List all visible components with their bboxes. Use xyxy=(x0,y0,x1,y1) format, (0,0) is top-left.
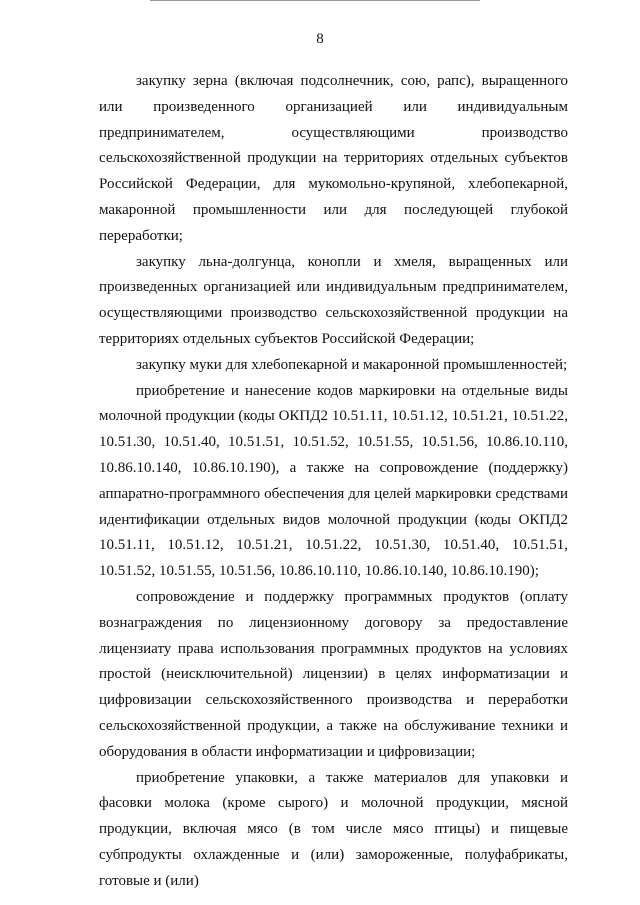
paragraph-grain-purchase: закупку зерна (включая подсолнечник, сою, рапс), выращенного или произведенного организацией или индивидуальным предпринимателем, осуществляющими производство сельскохозяйственной продукции на территориях отдельных субъектов Российской Федерации, для мукомольно-крупяной, хлебопекарной, макаронной промышленности или для последующей глубокой переработки; xyxy=(99,73,568,244)
paragraph-flour-purchase: закупку муки для хлебопекарной и макаронной промышленностей; xyxy=(136,356,568,373)
page-number: 8 xyxy=(316,31,324,47)
document-body xyxy=(99,69,568,895)
paragraph-dairy-marking-codes: приобретение и нанесение кодов маркировки на отдельные виды молочной продукции (коды ОКПД2 10.51.11, 10.51.12, 10.51.21, 10.51.22, 10.51.30, 10.51.40, 10.51.51, 10.51.52, 10.51.55, 10.51.56, 10.86.10.110, 10.86.10.140, 10.86.10.190), а также на сопровождение (поддержку) аппаратно-программного обеспечения для целей маркировки средствами идентификации отдельных видов молочной продукции (коды ОКПД2 10.51.11, 10.51.12, 10.51.21, 10.51.22, 10.51.30, 10.51.40, 10.51.51, 10.51.52, 10.51.55, 10.51.56, 10.86.10.110, 10.86.10.140, 10.86.10.190); xyxy=(99,382,568,580)
paragraph-software-support: сопровождение и поддержку программных продуктов (оплату вознаграждения по лицензионному договору за предоставление лицензиату права использования программных продуктов на условиях простой (неисключительной) лицензии) в целях информатизации и цифровизации сельскохозяйственного производства и переработки сельскохозяйственной продукции, а также на обслуживание техники и оборудования в области информатизации и цифровизации; xyxy=(99,588,568,760)
paragraph-packaging-purchase: приобретение упаковки, а также материалов для упаковки и фасовки молока (кроме сырого) и молочной продукции, мясной продукции, включая мясо (в том числе мясо птицы) и пищевые субпродукты охлажденные и (или) замороженные, полуфабрикаты, готовые и (или) xyxy=(99,769,568,889)
paragraph-flax-hemp-hops: закупку льна-долгунца, конопли и хмеля, выращенных или произведенных организацией или индивидуальным предпринимателем, осуществляющими производство сельскохозяйственной продукции на территориях отдельных субъектов Российской Федерации; xyxy=(99,253,568,347)
page-top-edge-rule xyxy=(150,0,480,1)
